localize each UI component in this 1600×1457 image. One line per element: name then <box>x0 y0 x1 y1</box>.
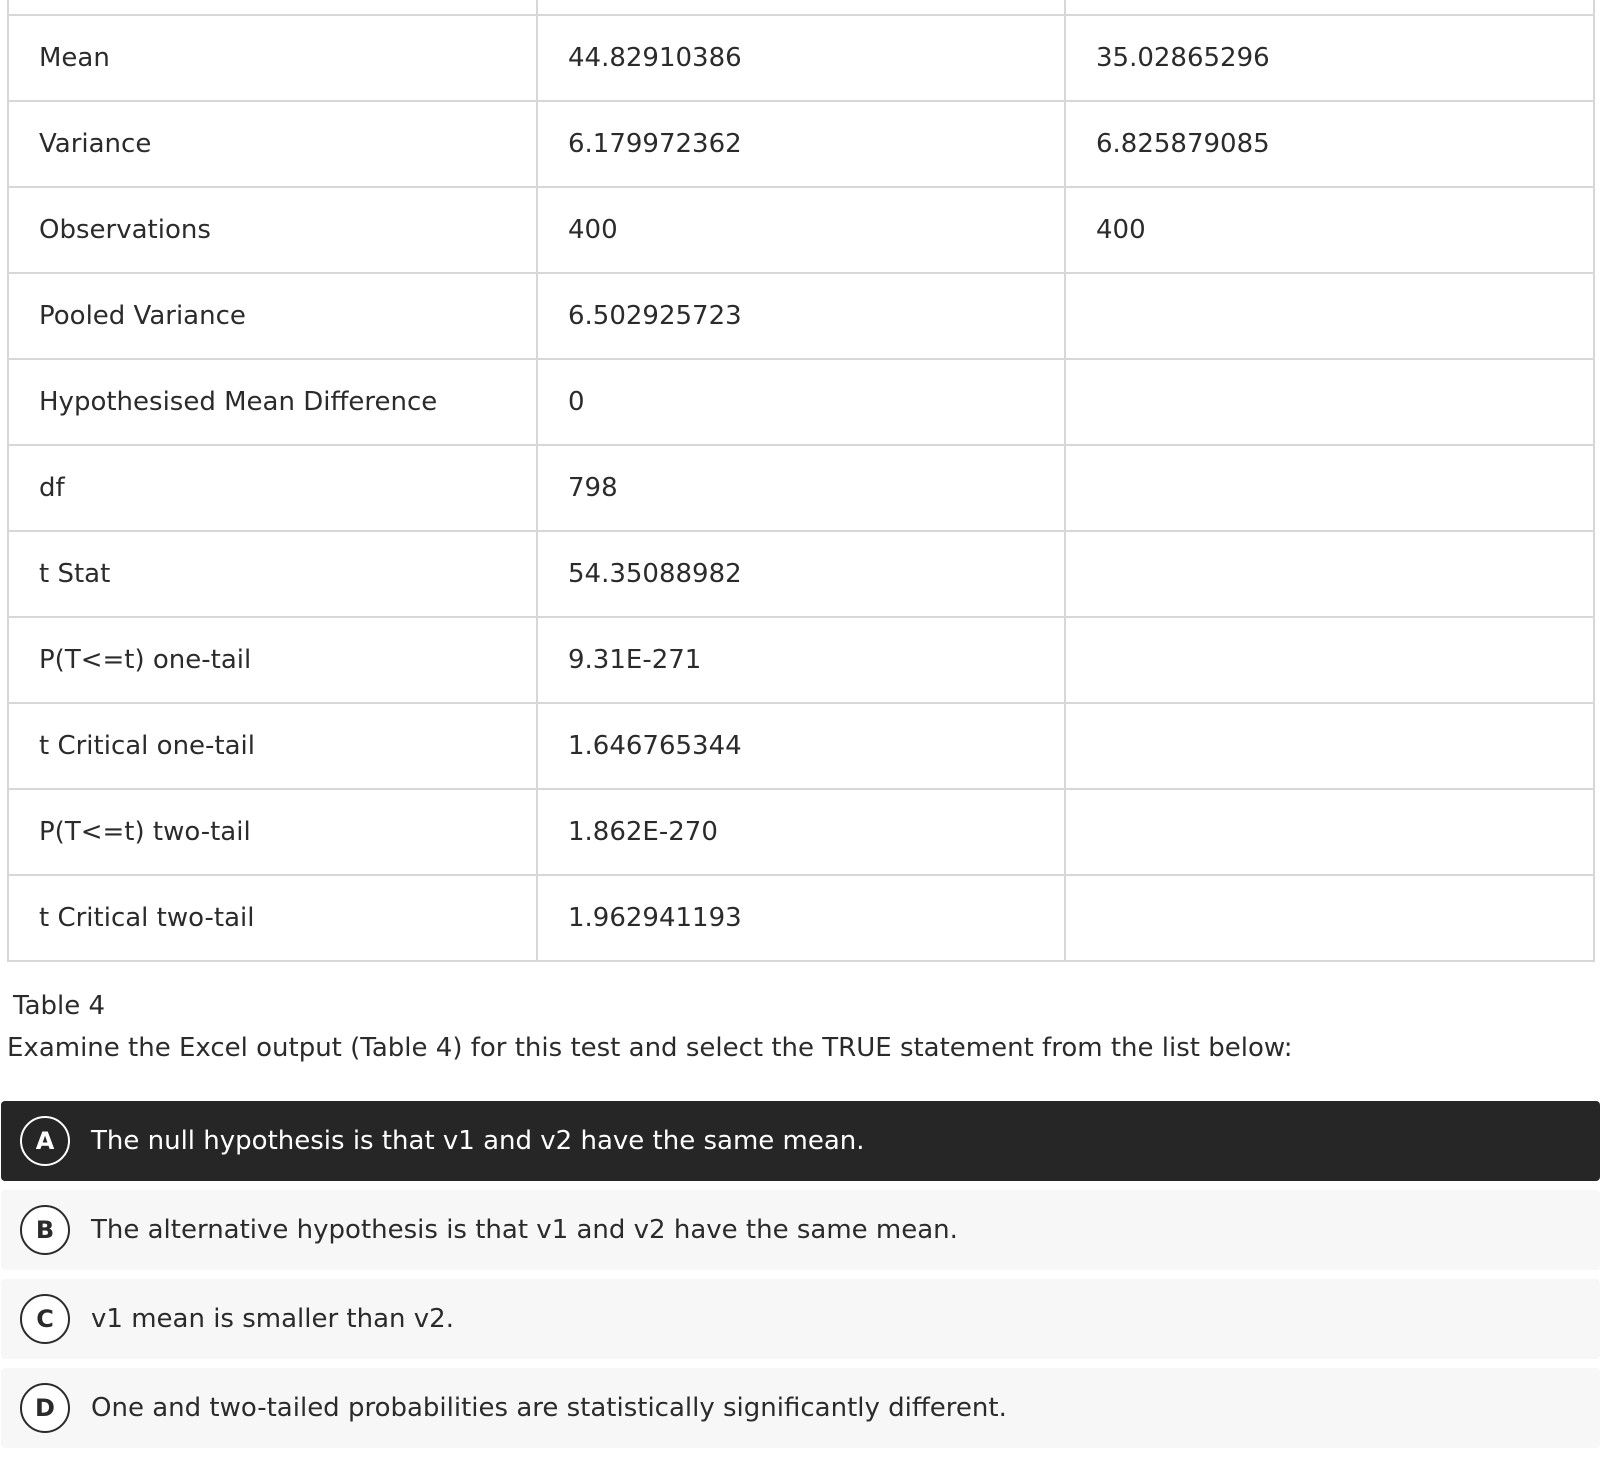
question-text: Examine the Excel output (Table 4) for this test and select the TRUE statement from the list below: <box>7 1033 1293 1063</box>
option-a[interactable] <box>1 1101 1600 1181</box>
row-label: Mean <box>8 15 537 101</box>
v2-value: 400 <box>1065 187 1594 273</box>
option-c[interactable] <box>1 1279 1600 1359</box>
option-letter-d: D <box>20 1383 70 1433</box>
table-row <box>8 101 1594 187</box>
v2-value: 35.02865296 <box>1065 15 1594 101</box>
v1-value: 9.31E-271 <box>537 617 1065 703</box>
option-letter-b: B <box>20 1205 70 1255</box>
table-row <box>8 875 1594 961</box>
option-letter-a: A <box>20 1116 70 1166</box>
v1-value: 1.862E-270 <box>537 789 1065 875</box>
option-text-d: One and two-tailed probabilities are statistically significantly different. <box>91 1393 1007 1423</box>
row-label <box>8 0 537 15</box>
v1-value: 6.502925723 <box>537 273 1065 359</box>
row-label: P(T<=t) one-tail <box>8 617 537 703</box>
table-row <box>8 0 1594 15</box>
answer-options <box>1 1101 1600 1457</box>
v2-value <box>1065 617 1594 703</box>
v2-value: 6.825879085 <box>1065 101 1594 187</box>
v2-value <box>1065 359 1594 445</box>
table-row <box>8 273 1594 359</box>
table-row <box>8 703 1594 789</box>
option-text-a: The null hypothesis is that v1 and v2 have the same mean. <box>91 1126 865 1156</box>
v1-value: 44.82910386 <box>537 15 1065 101</box>
v2-value <box>1065 0 1594 15</box>
row-label: P(T<=t) two-tail <box>8 789 537 875</box>
table-row <box>8 789 1594 875</box>
row-label: Observations <box>8 187 537 273</box>
v1-value: 1.646765344 <box>537 703 1065 789</box>
v1-value <box>537 0 1065 15</box>
results-table-body <box>8 0 1594 961</box>
table-row <box>8 531 1594 617</box>
row-label: t Critical one-tail <box>8 703 537 789</box>
row-label: t Stat <box>8 531 537 617</box>
table-row <box>8 445 1594 531</box>
v2-value <box>1065 531 1594 617</box>
row-label: df <box>8 445 537 531</box>
row-label: Variance <box>8 101 537 187</box>
option-text-b: The alternative hypothesis is that v1 and v2 have the same mean. <box>91 1215 958 1245</box>
v2-value <box>1065 789 1594 875</box>
table-row <box>8 187 1594 273</box>
table-row <box>8 359 1594 445</box>
v2-value <box>1065 875 1594 961</box>
table-caption: Table 4 <box>13 991 106 1021</box>
option-d[interactable] <box>1 1368 1600 1448</box>
v2-value <box>1065 273 1594 359</box>
v1-value: 54.35088982 <box>537 531 1065 617</box>
table-row <box>8 617 1594 703</box>
v2-value <box>1065 445 1594 531</box>
v1-value: 798 <box>537 445 1065 531</box>
row-label: Hypothesised Mean Difference <box>8 359 537 445</box>
row-label: Pooled Variance <box>8 273 537 359</box>
option-b[interactable] <box>1 1190 1600 1270</box>
v1-value: 6.179972362 <box>537 101 1065 187</box>
v1-value: 0 <box>537 359 1065 445</box>
v1-value: 1.962941193 <box>537 875 1065 961</box>
option-letter-c: C <box>20 1294 70 1344</box>
row-label: t Critical two-tail <box>8 875 537 961</box>
v2-value <box>1065 703 1594 789</box>
results-table <box>7 0 1595 962</box>
option-text-c: v1 mean is smaller than v2. <box>91 1304 454 1334</box>
table-row <box>8 15 1594 101</box>
v1-value: 400 <box>537 187 1065 273</box>
